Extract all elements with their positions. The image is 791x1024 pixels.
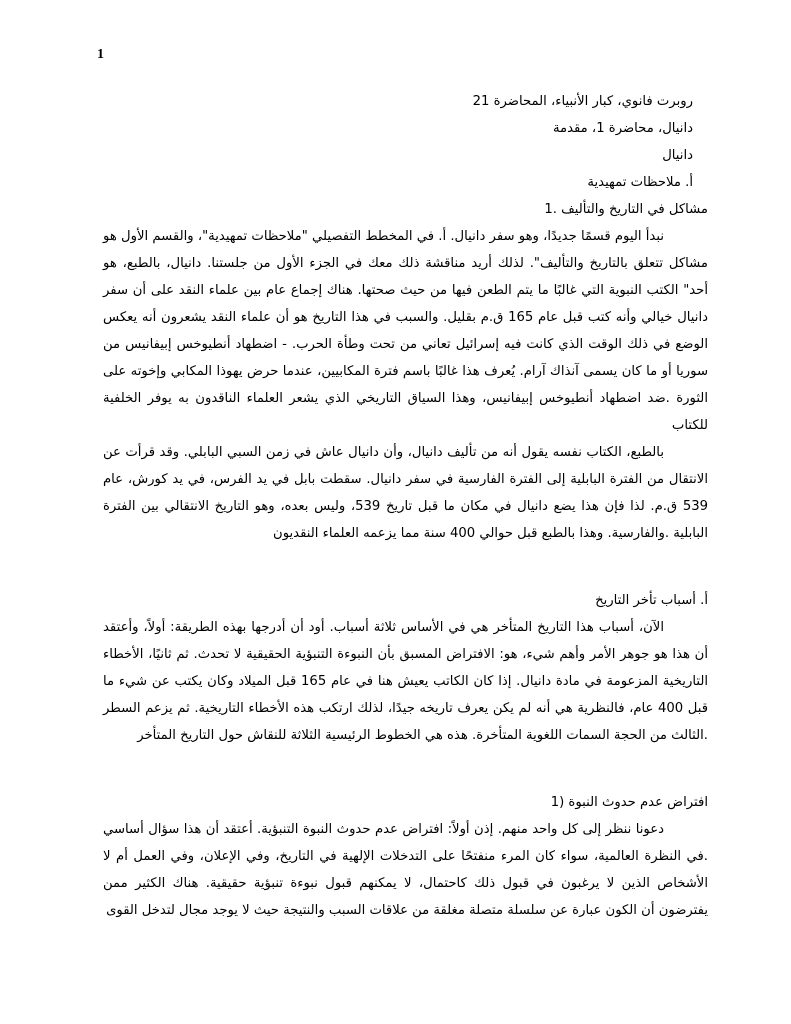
book-name: دانيال xyxy=(662,148,693,163)
paragraph-2: بالطبع، الكتاب نفسه يقول أنه من تأليف دانيال، وأن دانيال عاش في زمن السبي البابلي. وقد قرأت عن الانتقال من الفترة البابلية إلى الفترة الفارسية في سفر دانيال. سقطت بابل في يد الفرس، في يد كورش، عام 539 ق.م. لذا فإن هذا يضع دانيال في مكان ما قبل تاريخ 539، وليس بعده، وهو التاريخ الانتقالي بين الفترة البابلية .والفارسية. وهذا بالطبع قبل حوالي 400 سنة مما يزعمه العلماء النقديون xyxy=(103,445,708,541)
paragraph-4: دعونا ننظر إلى كل واحد منهم. إذن أولاً: افتراض عدم حدوث النبوة التنبؤية. أعتقد أن هذا سؤال أساسي .في النظرة العالمية، سواء كان المرء منفتحًا على التدخلات الإلهية في التاريخ، وفي الإعلان، وفي العمل أم لا الأشخاص الذين لا يرغبون في قبول ذلك كاحتمال، لا يمكنهم قبول نبوءة تنبؤية حقيقية. هناك الكثير ممن يفترضون أن الكون عبارة عن سلسلة متصلة مغلقة من علاقات السبب والنتيجة حيث لا يوجد مجال لتدخل القوى xyxy=(103,822,708,918)
lecture-subtitle: دانيال، محاضرة 1، مقدمة xyxy=(552,121,693,136)
subheading-no-prophecy: افتراض عدم حدوث النبوة (1 xyxy=(550,795,708,810)
paragraph-3: الآن، أسباب هذا التاريخ المتأخر هي في الأساس ثلاثة أسباب. أود أن أدرجها بهذه الطريقة: أولاً، وأعتقد أن هذا هو جوهر الأمر وأهم شيء، هو: الافتراض المسبق بأن النبوءة التنبؤية الحقيقية لا تحدث. ثم ثانيًا، الأخطاء التاريخية المزعومة في مادة دانيال. إذا كان الكاتب يعيش هنا في عام 165 قبل الميلاد وكان يكتب عن شيء ما قبل 400 عام، فالنظرية هي أنه لم يكن يعرف تاريخه جيدًا، لذلك ارتكب هذه الأخطاء التاريخية. ثم يزعم السطر .الثالث من الحجة السمات اللغوية المتأخرة. هذه هي الخطوط الرئيسية الثلاثة للنقاش حول التاريخ المتأخر xyxy=(103,620,709,743)
page-number: 1 xyxy=(97,47,104,62)
section-heading-late-date: أ. أسباب تأخر التاريخ xyxy=(595,593,708,608)
lecture-title: روبرت فانوي، كبار الأنبياء، المحاضرة 21 xyxy=(472,94,693,109)
document-body xyxy=(103,88,708,924)
spacer xyxy=(103,776,708,789)
spacer xyxy=(103,574,708,587)
paragraph-1: نبدأ اليوم قسمًا جديدًا، وهو سفر دانيال. أ. في المخطط التفصيلي "ملاحظات تمهيدية"، والقسم الأول هو مشاكل تتعلق بالتاريخ والتأليف". لذلك أريد مناقشة ذلك معك في الجزء الأول من جلستنا. دانيال، بالطبع، هو أحد" الكتب النبوية التي غالبًا ما يتم الطعن فيها من حيث صحتها. هناك إجماع عام بين علماء النقد على أن سفر دانيال خيالي وأنه كتب قبل عام 165 ق.م بقليل. والسبب في هذا التاريخ هو أن علماء النقد يشعرون أنه يعكس الوضع في ذلك الوقت الذي كانت فيه إسرائيل تعاني من تحت وطأة الحرب. - اضطهاد أنطيوخس إبيفانيس من سوريا أو ما كان يسمى آنذاك آرام. يُعرف هذا غالبًا باسم فترة المكابيين، عندما حرض يهوذا المكابي وإخوته على الثورة .ضد اضطهاد أنطيوخس إبيفانيس، وهذا السياق التاريخي الذي يشعر العلماء الناقدون به يوفر الخلفية للكتاب xyxy=(103,229,708,433)
section-heading-intro: أ. ملاحظات تمهيدية xyxy=(587,175,693,190)
spacer xyxy=(103,749,708,776)
subsection-heading-history: مشاكل في التاريخ والتأليف .1 xyxy=(544,202,708,217)
spacer xyxy=(103,547,708,574)
